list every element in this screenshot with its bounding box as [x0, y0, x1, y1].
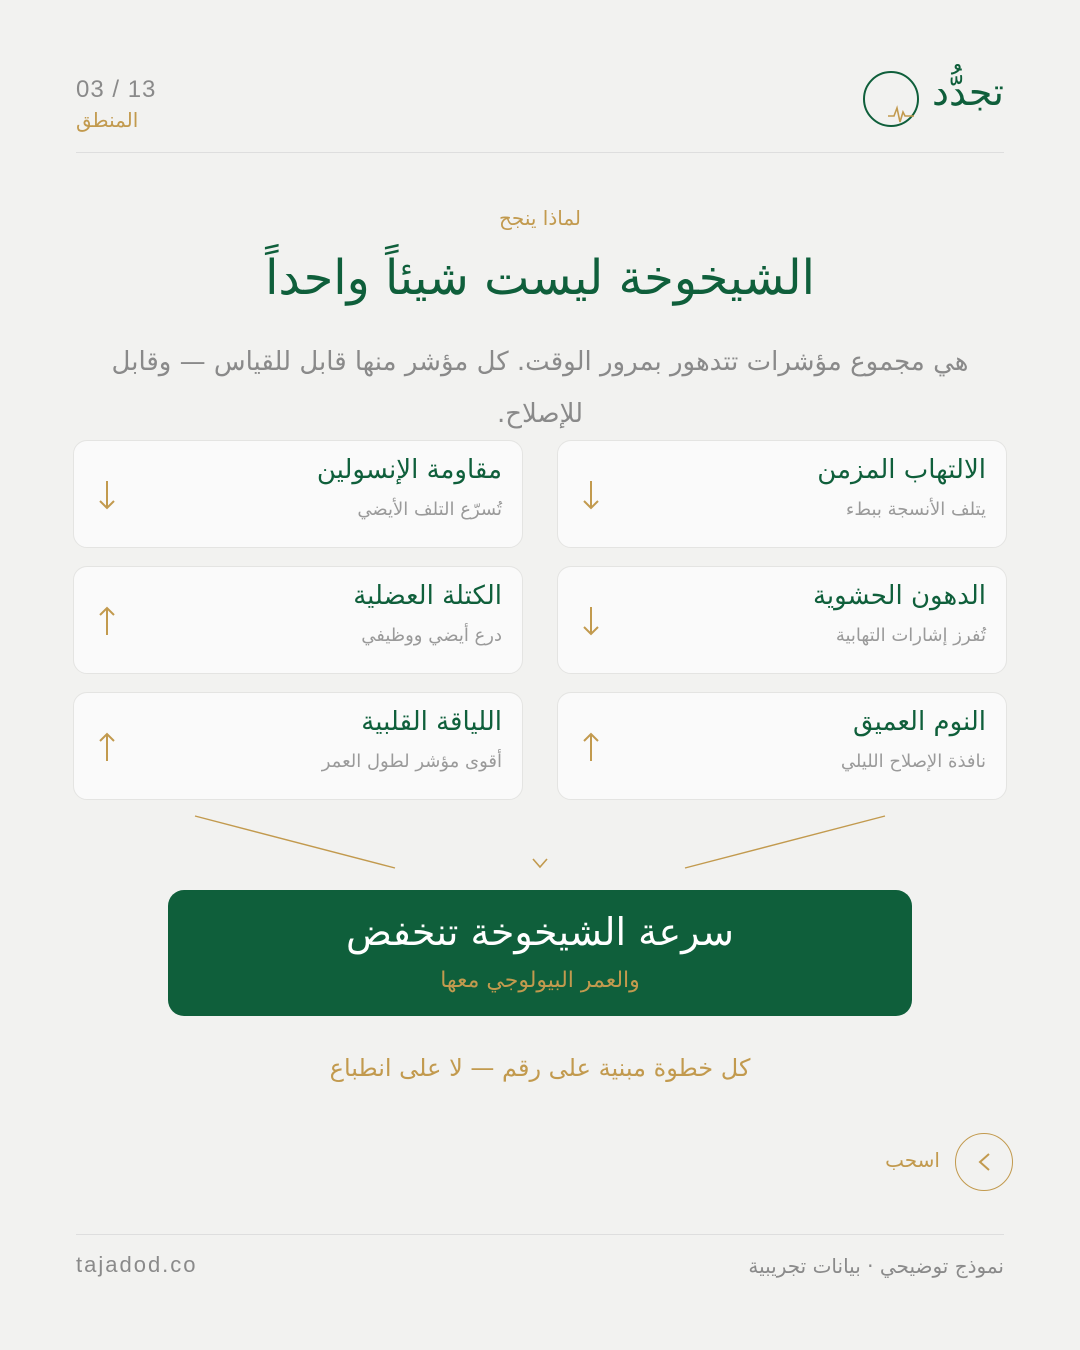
marker-desc: أقوى مؤشر لطول العمر [321, 751, 502, 772]
footer-domain: tajadod.co [76, 1252, 198, 1277]
marker-title: الدهون الحشوية [812, 581, 986, 611]
swipe-button[interactable] [955, 1133, 1013, 1191]
result-subtitle: والعمر البيولوجي معها [440, 968, 640, 993]
marker-title: مقاومة الإنسولين [316, 455, 502, 485]
marker-desc: تُسرّع التلف الأيضي [357, 499, 502, 520]
marker-card [557, 566, 1007, 674]
footer-note: نموذج توضيحي · بيانات تجريبية [748, 1254, 1004, 1278]
marker-desc: درع أيضي ووظيفي [361, 625, 502, 646]
marker-title: النوم العميق [852, 707, 986, 737]
chevron-left-icon [956, 1134, 1012, 1190]
marker-title: الكتلة العضلية [353, 581, 502, 611]
result-title: سرعة الشيخوخة تنخفض [346, 910, 734, 954]
arrow-up-icon [580, 729, 602, 765]
marker-title: الالتهاب المزمن [817, 455, 986, 485]
marker-card [73, 440, 523, 548]
header-divider [76, 152, 1004, 153]
marker-desc: نافذة الإصلاح الليلي [840, 751, 986, 772]
brand-logo-icon [862, 70, 920, 128]
headline: الشيخوخة ليست شيئاً واحداً [265, 250, 815, 306]
arrow-down-icon [96, 477, 118, 513]
marker-card [557, 692, 1007, 800]
kicker-text: لماذا ينجح [499, 206, 581, 230]
arrow-up-icon [96, 603, 118, 639]
footer-divider [76, 1234, 1004, 1235]
marker-card [73, 692, 523, 800]
connector-lines [0, 810, 1080, 880]
result-box [168, 890, 912, 1016]
footnote: كل خطوة مبنية على رقم — لا على انطباع [329, 1054, 751, 1082]
marker-desc: تُفرز إشارات التهابية [835, 625, 986, 646]
brand-name: تجدُّد [932, 70, 1004, 114]
slide-counter: 03 / 13 [76, 76, 157, 103]
arrow-up-icon [96, 729, 118, 765]
marker-desc: يتلف الأنسجة ببطء [845, 499, 986, 520]
marker-card [73, 566, 523, 674]
arrow-down-icon [580, 477, 602, 513]
section-label: المنطق [76, 108, 139, 132]
marker-card [557, 440, 1007, 548]
marker-title: اللياقة القلبية [361, 707, 502, 737]
arrow-down-icon [580, 603, 602, 639]
subtitle: هي مجموع مؤشرات تتدهور بمرور الوقت. كل مؤشر منها قابل للقياس — وقابل للإصلاح. [111, 347, 969, 429]
swipe-label: اسحب [885, 1148, 940, 1172]
